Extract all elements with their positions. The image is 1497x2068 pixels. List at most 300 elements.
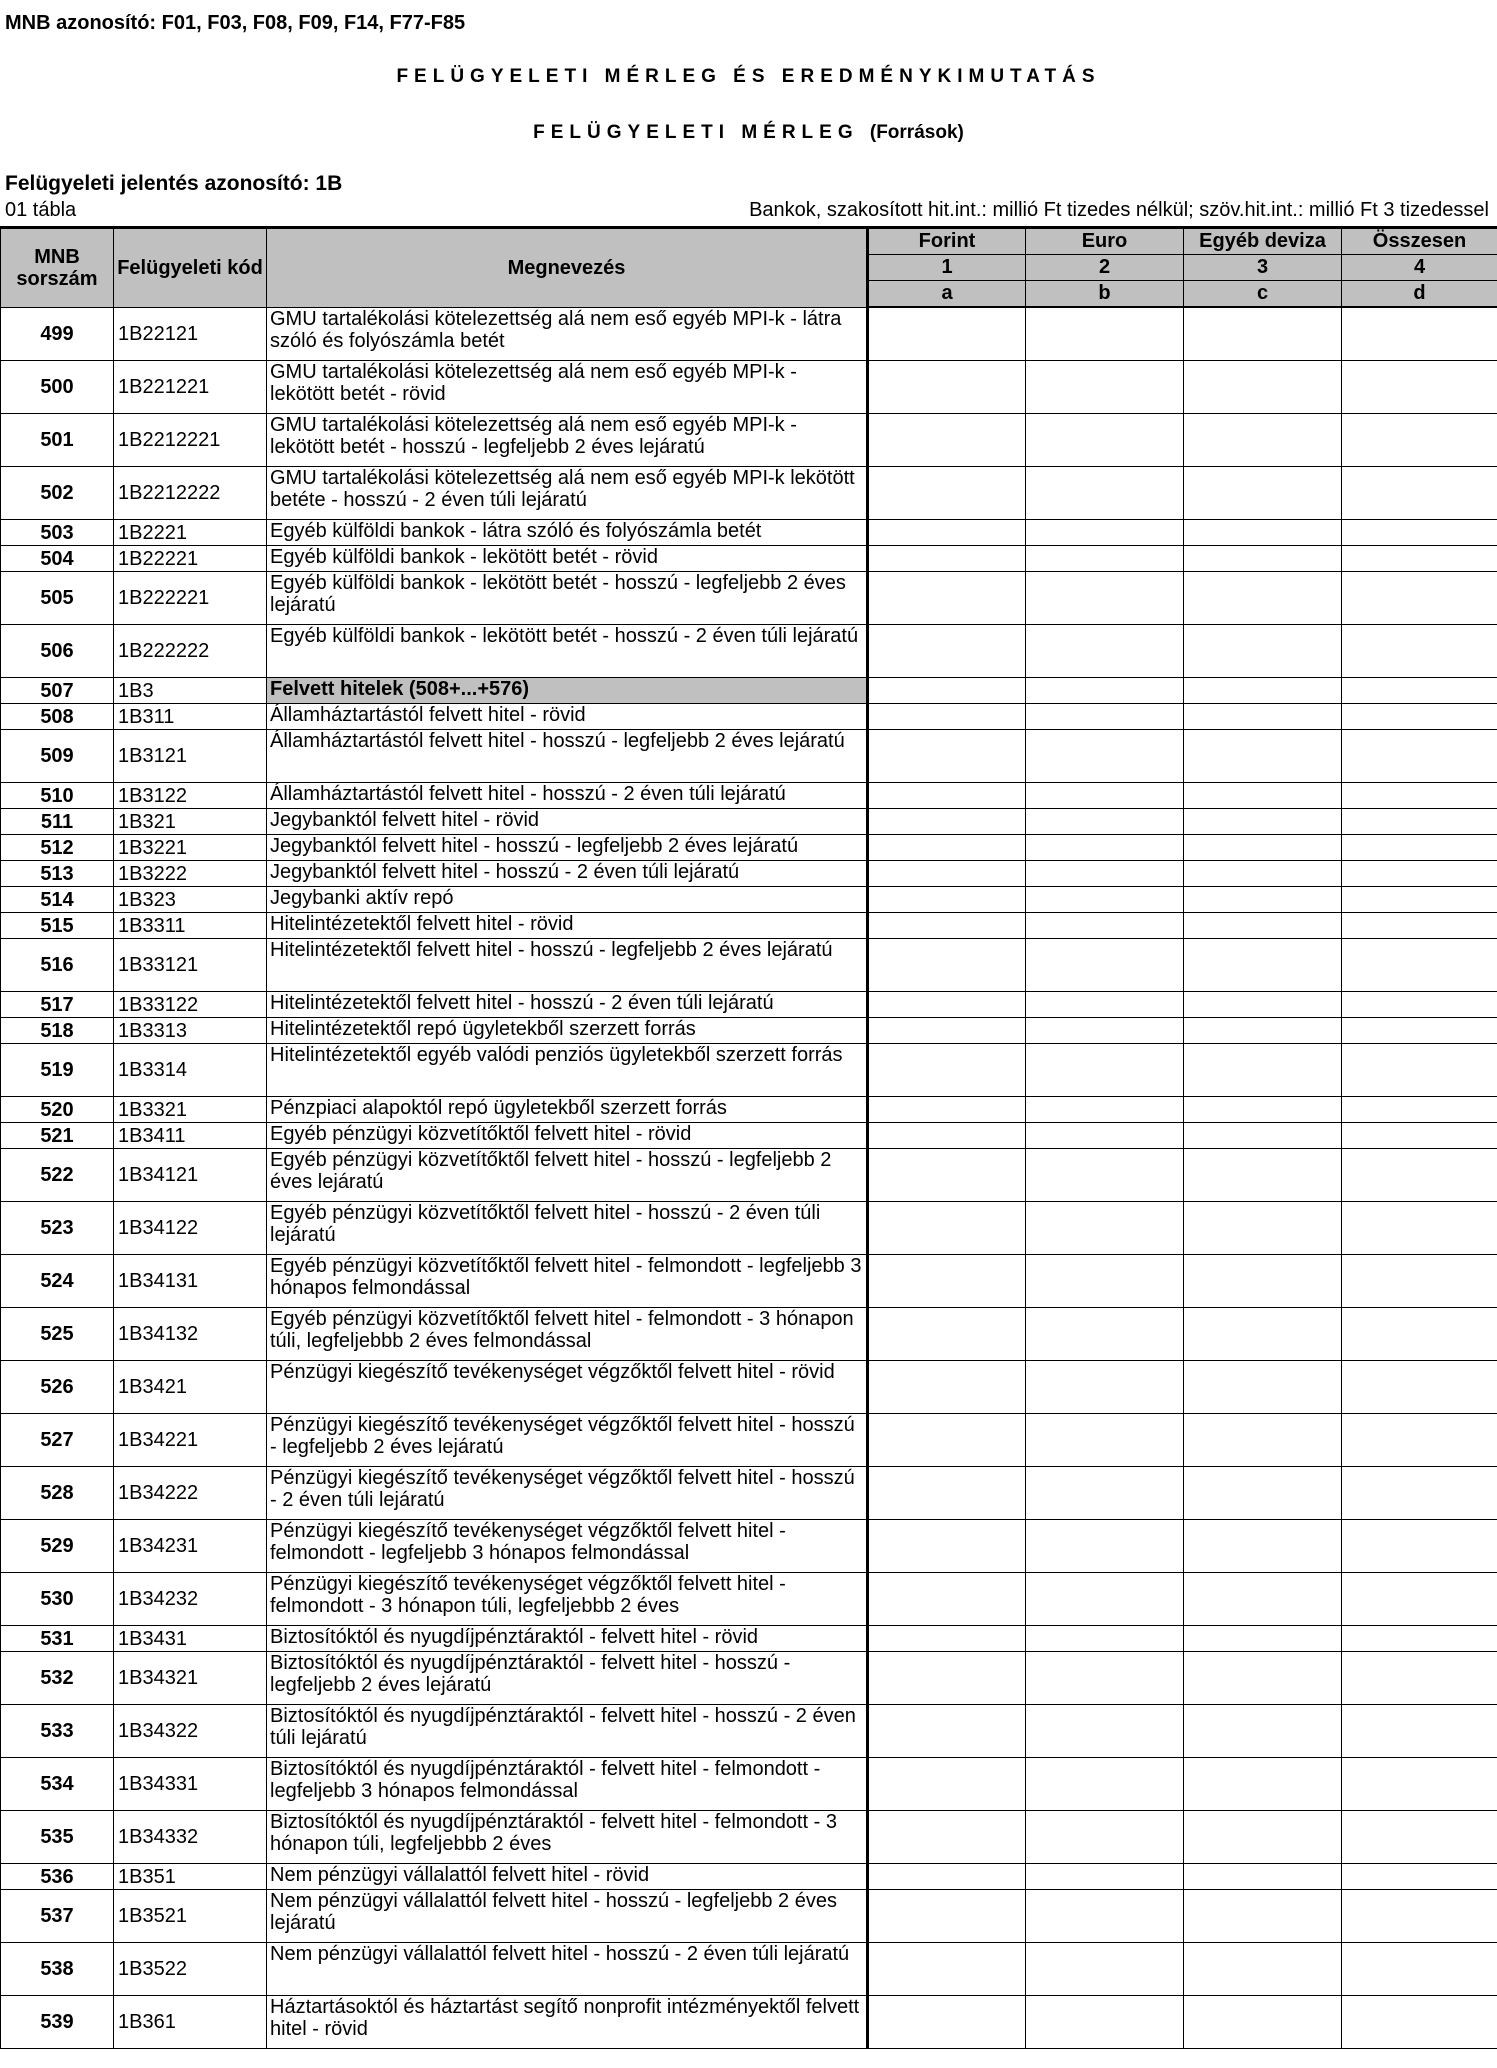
cell-osszesen[interactable] [1342,1943,1497,1996]
cell-forint[interactable] [868,467,1026,520]
cell-euro[interactable] [1026,1123,1184,1149]
table-row [1,467,1497,520]
table-row [1,1864,1497,1890]
report-identifier: Felügyeleti jelentés azonosító: 1B [5,172,343,195]
cell-egyeb-deviza[interactable] [1184,992,1342,1018]
row-code: 1B3321 [114,1097,267,1123]
row-name: Államháztartástól felvett hitel - hosszú - 2 éven túli lejáratú [267,783,868,809]
cell-osszesen[interactable] [1342,1018,1497,1044]
cell-egyeb-deviza[interactable] [1184,1626,1342,1652]
cell-egyeb-deviza[interactable] [1184,730,1342,783]
row-mnb-number: 512 [1,835,114,861]
cell-euro[interactable] [1026,704,1184,730]
cell-euro[interactable] [1026,809,1184,835]
cell-osszesen[interactable] [1342,1996,1497,2049]
cell-osszesen[interactable] [1342,520,1497,546]
cell-osszesen[interactable] [1342,467,1497,520]
cell-osszesen[interactable] [1342,1705,1497,1758]
cell-euro[interactable] [1026,1573,1184,1626]
cell-forint[interactable] [868,809,1026,835]
cell-forint[interactable] [868,1467,1026,1520]
cell-forint[interactable] [868,835,1026,861]
cell-euro[interactable] [1026,1202,1184,1255]
row-name: Államháztartástól felvett hitel - hosszú - legfeljebb 2 éves lejáratú [267,730,868,783]
mnb-identifier: MNB azonosító: F01, F03, F08, F09, F14, F77-F85 [5,12,466,34]
cell-forint[interactable] [868,730,1026,783]
cell-forint[interactable] [868,939,1026,992]
cell-euro[interactable] [1026,572,1184,625]
cell-forint[interactable] [868,1811,1026,1864]
row-code: 1B221221 [114,361,267,414]
cell-forint[interactable] [868,1520,1026,1573]
cell-egyeb-deviza[interactable] [1184,546,1342,572]
cell-forint[interactable] [868,1864,1026,1890]
header-forint: Forint [868,228,1026,255]
row-name: Államháztartástól felvett hitel - rövid [267,704,868,730]
table-row [1,730,1497,783]
cell-euro[interactable] [1026,1864,1184,1890]
row-code: 1B34322 [114,1705,267,1758]
header-col-number: 3 [1184,255,1342,281]
cell-egyeb-deviza[interactable] [1184,1943,1342,1996]
cell-forint[interactable] [868,1705,1026,1758]
cell-forint[interactable] [868,1890,1026,1943]
row-code: 1B34331 [114,1758,267,1811]
cell-egyeb-deviza[interactable] [1184,1520,1342,1573]
cell-egyeb-deviza[interactable] [1184,1202,1342,1255]
cell-osszesen[interactable] [1342,546,1497,572]
row-code: 1B2212222 [114,467,267,520]
header-col-letter: d [1342,281,1497,308]
row-mnb-number: 510 [1,783,114,809]
cell-osszesen[interactable] [1342,1361,1497,1414]
cell-forint[interactable] [868,1149,1026,1202]
row-name: Háztartásoktól és háztartást segítő nonprofit intézményektől felvett hitel - rövid [267,1996,868,2049]
row-mnb-number: 527 [1,1414,114,1467]
units-note: Bankok, szakosított hit.int.: millió Ft tizedes nélkül; szöv.hit.int.: millió Ft 3 tizedessel [749,199,1489,221]
cell-egyeb-deviza[interactable] [1184,1044,1342,1097]
row-mnb-number: 502 [1,467,114,520]
cell-egyeb-deviza[interactable] [1184,1758,1342,1811]
cell-euro[interactable] [1026,1018,1184,1044]
cell-forint[interactable] [868,572,1026,625]
cell-osszesen[interactable] [1342,1044,1497,1097]
row-code: 1B34122 [114,1202,267,1255]
row-mnb-number: 538 [1,1943,114,1996]
row-code: 1B34132 [114,1308,267,1361]
table-row [1,1414,1497,1467]
table-row [1,887,1497,913]
cell-forint[interactable] [868,1758,1026,1811]
cell-egyeb-deviza[interactable] [1184,1573,1342,1626]
cell-egyeb-deviza[interactable] [1184,1864,1342,1890]
cell-forint[interactable] [868,1097,1026,1123]
cell-egyeb-deviza[interactable] [1184,887,1342,913]
row-code: 1B311 [114,704,267,730]
row-code: 1B2221 [114,520,267,546]
row-code: 1B34222 [114,1467,267,1520]
cell-osszesen[interactable] [1342,887,1497,913]
cell-egyeb-deviza[interactable] [1184,704,1342,730]
row-mnb-number: 520 [1,1097,114,1123]
cell-egyeb-deviza[interactable] [1184,1705,1342,1758]
cell-forint[interactable] [868,1626,1026,1652]
cell-euro[interactable] [1026,1361,1184,1414]
cell-euro[interactable] [1026,1758,1184,1811]
row-mnb-number: 504 [1,546,114,572]
row-code: 1B34321 [114,1652,267,1705]
cell-forint[interactable] [868,1044,1026,1097]
cell-egyeb-deviza[interactable] [1184,307,1342,361]
row-code: 1B34231 [114,1520,267,1573]
row-code: 1B3222 [114,861,267,887]
cell-egyeb-deviza[interactable] [1184,625,1342,678]
cell-euro[interactable] [1026,1996,1184,2049]
row-name: Biztosítóktól és nyugdíjpénztáraktól - felvett hitel - rövid [267,1626,868,1652]
cell-osszesen[interactable] [1342,992,1497,1018]
table-row [1,572,1497,625]
cell-forint[interactable] [868,1202,1026,1255]
cell-forint[interactable] [868,1308,1026,1361]
cell-euro[interactable] [1026,939,1184,992]
row-code: 1B33122 [114,992,267,1018]
cell-osszesen[interactable] [1342,572,1497,625]
row-code: 1B34221 [114,1414,267,1467]
row-name: Pénzpiaci alapoktól repó ügyletekből szerzett forrás [267,1097,868,1123]
cell-euro[interactable] [1026,1308,1184,1361]
table-row [1,861,1497,887]
cell-forint[interactable] [868,861,1026,887]
row-mnb-number: 513 [1,861,114,887]
table-row [1,704,1497,730]
table-row [1,1652,1497,1705]
cell-osszesen[interactable] [1342,1890,1497,1943]
row-code: 1B3221 [114,835,267,861]
cell-forint[interactable] [868,414,1026,467]
row-code: 1B22121 [114,307,267,361]
cell-egyeb-deviza[interactable] [1184,1811,1342,1864]
cell-euro[interactable] [1026,1149,1184,1202]
table-row [1,1308,1497,1361]
cell-euro[interactable] [1026,730,1184,783]
cell-euro[interactable] [1026,546,1184,572]
cell-osszesen[interactable] [1342,361,1497,414]
table-row [1,1811,1497,1864]
cell-egyeb-deviza[interactable] [1184,1308,1342,1361]
cell-forint[interactable] [868,913,1026,939]
row-mnb-number: 511 [1,809,114,835]
table-row [1,1149,1497,1202]
cell-euro[interactable] [1026,835,1184,861]
cell-forint[interactable] [868,1123,1026,1149]
row-mnb-number: 539 [1,1996,114,2049]
cell-osszesen[interactable] [1342,1255,1497,1308]
row-name: Nem pénzügyi vállalattól felvett hitel - rövid [267,1864,868,1890]
cell-euro[interactable] [1026,1520,1184,1573]
row-mnb-number: 529 [1,1520,114,1573]
cell-euro[interactable] [1026,861,1184,887]
row-name: Pénzügyi kiegészítő tevékenységet végzőktől felvett hitel - hosszú - 2 éven túli lejáratú [267,1467,868,1520]
cell-egyeb-deviza[interactable] [1184,1890,1342,1943]
row-code: 1B323 [114,887,267,913]
row-name: Pénzügyi kiegészítő tevékenységet végzőktől felvett hitel - felmondott - legfeljebb 3 hónapos felmondással [267,1520,868,1573]
cell-egyeb-deviza[interactable] [1184,467,1342,520]
table-row [1,1044,1497,1097]
row-name: Pénzügyi kiegészítő tevékenységet végzőktől felvett hitel - hosszú - legfeljebb 2 éves lejáratú [267,1414,868,1467]
cell-forint[interactable] [868,678,1026,704]
cell-euro[interactable] [1026,1890,1184,1943]
cell-egyeb-deviza[interactable] [1184,572,1342,625]
cell-egyeb-deviza[interactable] [1184,1414,1342,1467]
cell-osszesen[interactable] [1342,1864,1497,1890]
table-row [1,546,1497,572]
cell-osszesen[interactable] [1342,414,1497,467]
cell-euro[interactable] [1026,520,1184,546]
header-col-number: 1 [868,255,1026,281]
cell-egyeb-deviza[interactable] [1184,1123,1342,1149]
cell-egyeb-deviza[interactable] [1184,1361,1342,1414]
cell-egyeb-deviza[interactable] [1184,1149,1342,1202]
cell-forint[interactable] [868,1652,1026,1705]
row-mnb-number: 516 [1,939,114,992]
cell-egyeb-deviza[interactable] [1184,1652,1342,1705]
row-mnb-number: 532 [1,1652,114,1705]
cell-osszesen[interactable] [1342,1123,1497,1149]
table-row [1,1202,1497,1255]
row-name: Pénzügyi kiegészítő tevékenységet végzőktől felvett hitel - felmondott - 3 hónapon túli, legfeljebbb 2 éves [267,1573,868,1626]
cell-osszesen[interactable] [1342,809,1497,835]
table-row [1,783,1497,809]
row-mnb-number: 500 [1,361,114,414]
cell-osszesen[interactable] [1342,307,1497,361]
row-name: Nem pénzügyi vállalattól felvett hitel - hosszú - 2 éven túli lejáratú [267,1943,868,1996]
cell-forint[interactable] [868,361,1026,414]
cell-egyeb-deviza[interactable] [1184,939,1342,992]
cell-egyeb-deviza[interactable] [1184,361,1342,414]
row-name: Hitelintézetektől repó ügyletekből szerzett forrás [267,1018,868,1044]
cell-osszesen[interactable] [1342,1097,1497,1123]
cell-euro[interactable] [1026,783,1184,809]
cell-forint[interactable] [868,625,1026,678]
cell-osszesen[interactable] [1342,1520,1497,1573]
cell-euro[interactable] [1026,992,1184,1018]
cell-egyeb-deviza[interactable] [1184,1018,1342,1044]
cell-forint[interactable] [868,520,1026,546]
header-euro: Euro [1026,228,1184,255]
table-row [1,307,1497,361]
row-mnb-number: 521 [1,1123,114,1149]
cell-euro[interactable] [1026,1811,1184,1864]
cell-forint[interactable] [868,1996,1026,2049]
cell-euro[interactable] [1026,1943,1184,1996]
row-mnb-number: 518 [1,1018,114,1044]
cell-euro[interactable] [1026,887,1184,913]
cell-osszesen[interactable] [1342,1573,1497,1626]
row-mnb-number: 508 [1,704,114,730]
table-row [1,835,1497,861]
row-mnb-number: 499 [1,307,114,361]
row-mnb-number: 530 [1,1573,114,1626]
cell-osszesen[interactable] [1342,1626,1497,1652]
row-name: Jegybanki aktív repó [267,887,868,913]
table-row [1,1996,1497,2049]
cell-osszesen[interactable] [1342,835,1497,861]
cell-osszesen[interactable] [1342,1758,1497,1811]
table-row [1,1573,1497,1626]
row-mnb-number: 528 [1,1467,114,1520]
document-subtitle [0,122,1497,144]
row-name: Egyéb pénzügyi közvetítőktől felvett hitel - rövid [267,1123,868,1149]
row-name: Egyéb pénzügyi közvetítőktől felvett hitel - felmondott - 3 hónapon túli, legfeljebbb 2 éves felmondással [267,1308,868,1361]
cell-osszesen[interactable] [1342,913,1497,939]
table-row [1,913,1497,939]
row-name: Egyéb külföldi bankok - lekötött betét - hosszú - 2 éven túli lejáratú [267,625,868,678]
cell-euro[interactable] [1026,1097,1184,1123]
row-mnb-number: 533 [1,1705,114,1758]
cell-forint[interactable] [868,1943,1026,1996]
cell-osszesen[interactable] [1342,1308,1497,1361]
table-row [1,625,1497,678]
cell-egyeb-deviza[interactable] [1184,861,1342,887]
row-name: Biztosítóktól és nyugdíjpénztáraktól - felvett hitel - hosszú - legfeljebb 2 éves lejáratú [267,1652,868,1705]
table-number: 01 tábla [5,199,77,221]
cell-osszesen[interactable] [1342,730,1497,783]
row-mnb-number: 514 [1,887,114,913]
cell-euro[interactable] [1026,1255,1184,1308]
cell-egyeb-deviza[interactable] [1184,1467,1342,1520]
cell-egyeb-deviza[interactable] [1184,1255,1342,1308]
cell-egyeb-deviza[interactable] [1184,414,1342,467]
row-code: 1B3 [114,678,267,704]
cell-forint[interactable] [868,1361,1026,1414]
table-row [1,939,1497,992]
cell-osszesen[interactable] [1342,783,1497,809]
balance-table [0,226,1497,2049]
row-code: 1B34332 [114,1811,267,1864]
row-code: 1B3431 [114,1626,267,1652]
table-row [1,809,1497,835]
cell-forint[interactable] [868,887,1026,913]
row-code: 1B2212221 [114,414,267,467]
cell-euro[interactable] [1026,1652,1184,1705]
row-mnb-number: 523 [1,1202,114,1255]
row-name: GMU tartalékolási kötelezettség alá nem eső egyéb MPI-k - lekötött betét - hosszú - legfeljebb 2 éves lejáratú [267,414,868,467]
row-mnb-number: 519 [1,1044,114,1097]
cell-osszesen[interactable] [1342,678,1497,704]
cell-euro[interactable] [1026,1414,1184,1467]
cell-egyeb-deviza[interactable] [1184,1996,1342,2049]
cell-euro[interactable] [1026,1705,1184,1758]
row-name: GMU tartalékolási kötelezettség alá nem eső egyéb MPI-k lekötött betéte - hosszú - 2 éven túli lejáratú [267,467,868,520]
row-name: Egyéb pénzügyi közvetítőktől felvett hitel - hosszú - 2 éven túli lejáratú [267,1202,868,1255]
header-mnb-sorszam: MNB sorszám [1,228,114,308]
cell-forint[interactable] [868,783,1026,809]
cell-euro[interactable] [1026,1044,1184,1097]
cell-euro[interactable] [1026,913,1184,939]
row-name: Egyéb pénzügyi közvetítőktől felvett hitel - felmondott - legfeljebb 3 hónapos felmondással [267,1255,868,1308]
cell-forint[interactable] [868,1018,1026,1044]
cell-euro[interactable] [1026,625,1184,678]
row-mnb-number: 503 [1,520,114,546]
table-row [1,1123,1497,1149]
row-name: Biztosítóktól és nyugdíjpénztáraktól - felvett hitel - felmondott - 3 hónapon túli, legfeljebbb 2 éves [267,1811,868,1864]
cell-egyeb-deviza[interactable] [1184,678,1342,704]
cell-forint[interactable] [868,546,1026,572]
row-code: 1B222222 [114,625,267,678]
row-code: 1B22221 [114,546,267,572]
table-row [1,1097,1497,1123]
row-name: Egyéb külföldi bankok - látra szóló és folyószámla betét [267,520,868,546]
row-name: Jegybanktól felvett hitel - rövid [267,809,868,835]
row-mnb-number: 536 [1,1864,114,1890]
cell-forint[interactable] [868,307,1026,361]
row-name: Biztosítóktól és nyugdíjpénztáraktól - felvett hitel - felmondott - legfeljebb 3 hónapos felmondással [267,1758,868,1811]
row-mnb-number: 524 [1,1255,114,1308]
cell-osszesen[interactable] [1342,1811,1497,1864]
cell-forint[interactable] [868,1255,1026,1308]
row-code: 1B3122 [114,783,267,809]
cell-osszesen[interactable] [1342,1467,1497,1520]
cell-osszesen[interactable] [1342,861,1497,887]
table-row [1,1361,1497,1414]
cell-forint[interactable] [868,1573,1026,1626]
row-code: 1B34121 [114,1149,267,1202]
cell-osszesen[interactable] [1342,1414,1497,1467]
table-row [1,1705,1497,1758]
cell-forint[interactable] [868,1414,1026,1467]
table-row [1,1255,1497,1308]
cell-osszesen[interactable] [1342,625,1497,678]
row-mnb-number: 507 [1,678,114,704]
row-mnb-number: 515 [1,913,114,939]
cell-euro[interactable] [1026,307,1184,361]
row-name: Biztosítóktól és nyugdíjpénztáraktól - felvett hitel - hosszú - 2 éven túli lejáratú [267,1705,868,1758]
row-name: Jegybanktól felvett hitel - hosszú - 2 éven túli lejáratú [267,861,868,887]
table-row [1,520,1497,546]
cell-euro[interactable] [1026,678,1184,704]
cell-egyeb-deviza[interactable] [1184,1097,1342,1123]
cell-osszesen[interactable] [1342,1652,1497,1705]
row-name: Egyéb pénzügyi közvetítőktől felvett hitel - hosszú - legfeljebb 2 éves lejáratú [267,1149,868,1202]
cell-egyeb-deviza[interactable] [1184,913,1342,939]
row-mnb-number: 531 [1,1626,114,1652]
cell-euro[interactable] [1026,467,1184,520]
row-mnb-number: 526 [1,1361,114,1414]
cell-osszesen[interactable] [1342,704,1497,730]
row-name: Pénzügyi kiegészítő tevékenységet végzőktől felvett hitel - rövid [267,1361,868,1414]
table-row [1,1018,1497,1044]
cell-egyeb-deviza[interactable] [1184,809,1342,835]
table-row [1,678,1497,704]
cell-euro[interactable] [1026,1467,1184,1520]
cell-osszesen[interactable] [1342,939,1497,992]
cell-forint[interactable] [868,992,1026,1018]
header-osszesen: Összesen [1342,228,1497,255]
cell-egyeb-deviza[interactable] [1184,783,1342,809]
cell-osszesen[interactable] [1342,1149,1497,1202]
cell-egyeb-deviza[interactable] [1184,835,1342,861]
cell-osszesen[interactable] [1342,1202,1497,1255]
cell-euro[interactable] [1026,361,1184,414]
cell-euro[interactable] [1026,414,1184,467]
cell-egyeb-deviza[interactable] [1184,520,1342,546]
row-name: GMU tartalékolási kötelezettség alá nem eső egyéb MPI-k - látra szóló és folyószámla betét [267,307,868,361]
row-name: Hitelintézetektől felvett hitel - hosszú - legfeljebb 2 éves lejáratú [267,939,868,992]
row-code: 1B33121 [114,939,267,992]
row-mnb-number: 525 [1,1308,114,1361]
cell-euro[interactable] [1026,1626,1184,1652]
cell-forint[interactable] [868,704,1026,730]
